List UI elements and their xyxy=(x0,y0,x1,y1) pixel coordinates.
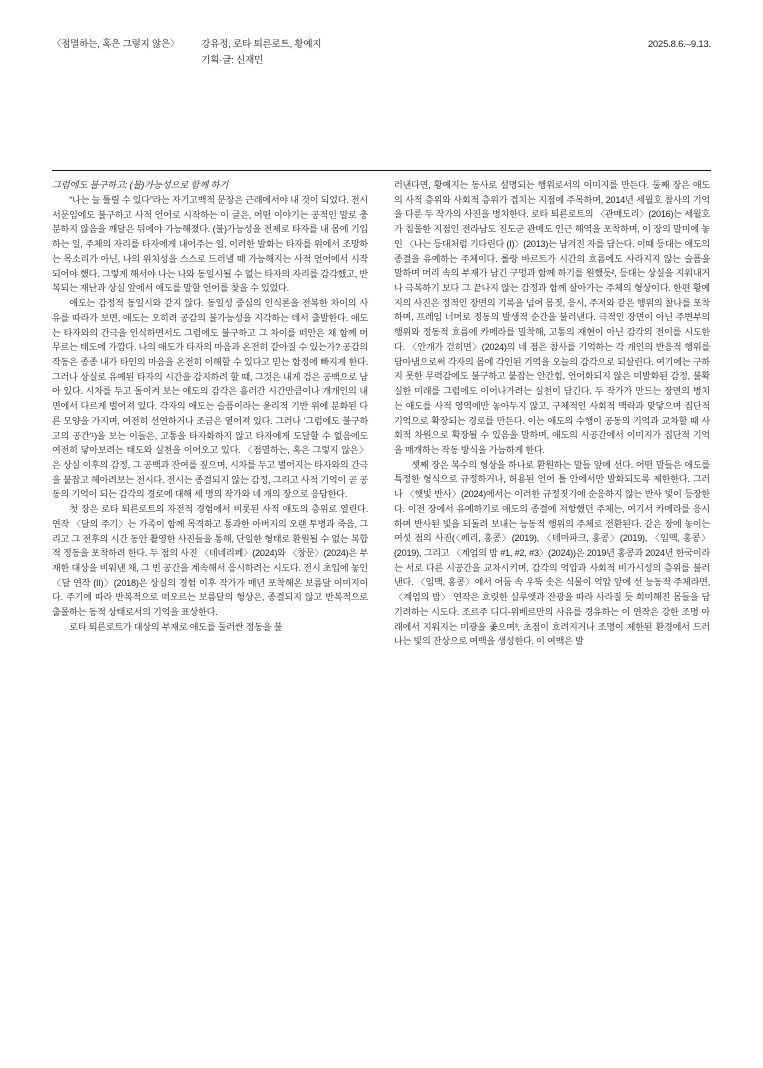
column-left xyxy=(52,178,368,1050)
paragraph: 로타 퇴른로트가 대상의 부재로 애도를 둘러싼 정동을 불 xyxy=(69,621,283,632)
column-right xyxy=(394,178,710,1050)
curator-line: 기획·글: 신재민 xyxy=(201,55,264,67)
paragraph: 첫 장은 로타 퇴른로트의 자전적 경험에서 비롯된 사적 애도의 층위로 열린다. 연작 〈달의 주기〉는 가족이 함께 목격하고 통과한 아버지의 오랜 투병과 죽음, 그리고 그 전후의 시간 동안 촬영한 사진들을 통해, 단일한 형태로 환원될 수 없는 복합적 정동을 포착하려 한다. 두 점의 사진 〈테네리페〉(2024)와 〈창문〉(2024)은 부재한 대상을 비워낸 채, 그 빈 공간을 계속해서 응시하려는 시도다. 전시 초입에 놓인 〈달 연작 (II)〉(2018)은 상실의 경험 이후 작가가 매년 포착해온 보름달 이미지이다. 주기에 따라 반복적으로 떠오르는 보름달의 형상은, 종결되지 않고 반복적으로 출몰하는 동적 상태로서의 기억을 표상한다. xyxy=(52,504,368,618)
essay-body xyxy=(52,178,711,1050)
paragraph: 셋째 장은 복수의 형상을 하나로 환원하는 말들 앞에 선다. 어떤 말들은 애도를 특정한 형식으로 규정하거나, 허용된 언어 틀 안에서만 발화되도록 제한한다. 그러나 〈햇빛 반사〉(2024)에서는 이러한 규정짓기에 순응하지 않는 반사 빛이 등장한다. 이전 장에서 유예하기로 애도의 종결에 저항했던 주체는, 여기서 카메라를 응시하며 반사된 빛을 되돌려 보내는 능동적 행위의 주체로 전환된다. 같은 장에 놓이는 여섯 점의 사진(〈페리, 홍콩〉(2019), 〈테마파크, 홍콩〉(2019), 〈임맥, 홍콩〉(2019), 그리고 〈계엄의 밤 #1, #2, #3〉(2024))은 2019년 홍콩과 2024년 한국이라는 서로 다른 시공간을 교차시키며, 감각의 억압과 사회적 비가시성의 층위를 불러낸다. 〈임맥, 홍콩〉에서 어둠 속 우뚝 솟은 식물이 억압 앞에 선 능동적 주체라면, 〈계엄의 밤〉 연작은 흐릿한 실루엣과 잔광을 따라 사라질 듯 희미해진 몸들을 담기려하는 시도다. 조르주 디디-위베르만의 사유를 경유하는 이 연작은 강한 조명 아래에서 지워지는 미광을 좇으며³, 초점이 흐려지거나 조명이 제한된 환경에서 드러나는 빛의 잔상으로 여백을 생성한다. 이 여백은 발 xyxy=(394,459,710,647)
paragraph: 러낸다면, 황예지는 동사로 설명되는 행위로서의 이미지를 만든다. 둘째 장은 애도의 사적 층위와 사회적 층위가 겹치는 지점에 주목하며, 2014년 세월호 참사의 기억을 다룬 두 작가의 사진을 병치한다. 로타 퇴른로트의 〈관매도리〉(2016)는 세월호가 침몰한 지점인 전라남도 진도군 관매도 인근 해역을 포착하며, 이 장의 말미에 놓인 〈나는 등대처럼 기다린다 (I)〉(2013)는 남겨진 자를 담는다. 이때 등대는 애도의 종결을 유예하는 주체이다. 롤랑 바르트가 시간의 흐름에도 사라지지 않는 슬픔을 말하며 머리 속의 부재가 남긴 구멍과 함께 하기를 원했듯², 등대는 상실을 지워내거나 극복하기 보다 그 끝나지 않는 감정과 함께 살아가는 주체의 형상이다. 한편 황예지의 사진은 정적인 장면의 기록을 넘어 몸짓, 응시, 주저와 같은 행위의 찰나를 포착하며, 프레임 너머로 정동의 발생적 순간을 불러낸다. 극적인 장면이 아닌 주변부의 행위와 정동적 흐름에 카메라를 밀착해, 고통의 재현이 아닌 감각의 전이를 시도한다. 〈안개가 걷히면〉(2024)의 네 점은 참사를 기억하는 각 개인의 반응적 행위를 담아냄으로써 각자의 몸에 각인된 기억을 오늘의 감각으로 되살린다. 여기에는 구하지 못한 무력감에도 불구하고 붙잡는 안간힘, 언어화되지 않은 미발화된 감정, 불확실한 미래를 그럼에도 이어나가려는 실천이 담긴다. 두 작가가 만드는 장면의 병치는 애도를 사적 영역에만 놓아두지 않고, 구체적인 사회적 맥락과 맞닿으며 집단적 기억으로 확장되는 경로를 만든다. 이는 애도의 수행이 공동의 기억과 교차할 때 사회적 차원으로 확장될 수 있음을 말하며, 애도의 시공간에서 이미지가 집단적 기억을 매개하는 작동 방식을 가늠하게 한다. xyxy=(394,180,710,455)
credits-block xyxy=(201,38,321,69)
page-header xyxy=(52,38,711,69)
paragraph: 애도는 감정적 동일시와 같지 않다. 동일성 중심의 인식론을 전복한 차이의 사유를 따라가 보면, 애도는 오히려 공감의 불가능성을 지각하는 데서 출발한다. 애도는 타자와의 간극을 인식하면서도 그럼에도 불구하고 그 차이를 떠안은 채 함께 머무르는 태도에 가깝다. 나의 애도가 타자의 마음과 온전히 같아질 수 있는가? 공감의 작동은 종종 내가 타인의 마음을 온전히 이해할 수 있다고 믿는 함정에 빠지게 한다. 그러나 상실로 유예된 타자의 시간을 감지하려 할 때, 그것은 내게 검은 공백으로 남아 있다. 시차를 두고 돌이켜 보는 애도의 감각은 흘러간 시간만큼이나 개개인의 내면에서 다르게 벌어져 있다. 각자의 애도는 슬픔이라는 윤리적 기반 위에 분화된 다른 모양을 가지며, 여전히 선연하거나 조금은 옅어져 있다. 그러나 ‘그럼에도 불구하고의 공간’¹)을 보는 이들은, 고통을 타자화하지 않고 타자에게 도달할 수 없음에도 여전히 닿아보려는 태도와 실천을 이어오고 있다. 〈점멸하는, 혹은 그렇지 않은〉은 상실 이후의 감정, 그 공백과 잔여를 짚으며, 시차를 두고 벌어지는 타자와의 간극을 붙잡고 헤아려보는 전시다. 전시는 종결되지 않는 감정, 그리고 사적 기억이 곧 공동의 기억이 되는 감각의 경로에 대해 세 명의 작가와 네 개의 장으로 응답한다. xyxy=(52,298,368,500)
essay-title: 그럼에도 불구하고: (불)가능성으로 함께 하기 xyxy=(52,180,229,190)
header-left-group xyxy=(52,38,321,69)
exhibition-title: 〈점멸하는, 혹은 그렇지 않은〉 xyxy=(52,39,180,50)
exhibition-dates: 2025.8.6.–9.13. xyxy=(647,39,711,50)
header-divider xyxy=(52,170,711,171)
paragraph: “나는 늘 틀릴 수 있다”라는 자기고백적 문장은 근래에서야 내 것이 되었다. 전시 서문임에도 불구하고 사적 언어로 시작하는 이 글은, 어떤 이야기는 공적인 말로 충분하지 않음을 깨달은 뒤에야 가능해졌다. (불)가능성을 전제로 타자를 내 몸에 기입하는 일, 주체의 자리를 타자에게 내어주는 일. 이러한 발화는 타자를 위에서 조망하는 목소리가 아닌, 나의 위치성을 스스로 드러낼 때 가능해지는 사적 언어에서 시작되어야 했다. 그렇게 해서야 나는 나와 동일시될 수 없는 타자의 자리를 감각했고, 반복되는 재난과 상실 앞에서 애도를 말할 언어를 찾을 수 있었다. xyxy=(52,195,368,294)
artists-line: 강유정, 로타 퇴른로트, 황예지 xyxy=(201,39,322,50)
